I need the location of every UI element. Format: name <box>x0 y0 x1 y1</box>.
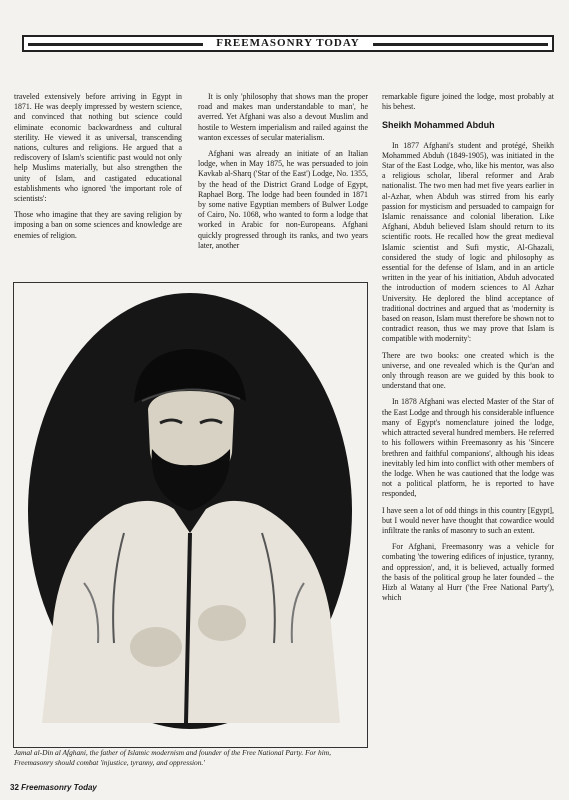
paragraph: For Afghani, Freemasonry was a vehicle for combating 'the towering edifices of injustice, tyranny, and oppression', and, it is believed, actually formed the basis of the political group he later founded – the Hizb al Watany al Hurr ('the Free National Party'), which <box>382 542 554 603</box>
masthead-title <box>24 37 552 50</box>
page-number: 32 <box>10 783 19 792</box>
masthead-bar <box>22 35 554 52</box>
paragraph: remarkable figure joined the lodge, most probably at his behest. <box>382 92 554 112</box>
portrait-illustration <box>14 283 367 747</box>
section-heading: Sheikh Mohammed Abduh <box>382 120 495 131</box>
paragraph: In 1877 Afghani's student and protégé, Sheikh Mohammed Abduh (1849-1905), was initiated in the Star of the East Lodge, who, like his mentor, was also a religious scholar, liberal reformer and Arab nationalist. The two men had met five years earlier in al-Azhar, when Abduh was stirred from his early passion for mysticism and persuaded to campaign for Islamic renaissance and colonial liberation. Like Afghani, Abduh believed Islam should return to its scientific roots. He recalled how the great medieval Islamic scientist and Sufi mystic, Al-Ghazali, considered the study of logic and philosophy as essential for the defense of Islam, and in an article written in the year of his initiation, Abduh advocated the introduction of modern sciences to Al Azhar University. He deplored the blind acceptance of traditional doctrines and argued that as 'modernity is based on reason, Islam must therefore be shown not to contradict reason, thus we may prove that Islam is compatible with modernity': <box>382 140 554 344</box>
paragraph: It is only 'philosophy that shows man the proper road and makes man understandable to man', he averred. Yet Afghani was also a devout Muslim and hostile to Western imperialism and railed against the wanton excesses of secular materialism. <box>198 92 368 142</box>
block-quote: Those who imagine that they are saving religion by imposing a ban on some sciences and knowledge are enemies of religion. <box>14 210 182 240</box>
paragraph: Afghani was already an initiate of an Italian lodge, when in May 1875, he was persuaded to join Kavkab al-Sharq ('Star of the East') Lodge, No. 1355, by the head of the District Grand Lodge of Egypt, Raphael Borg. The lodge had been founded in 1871 by some native Egyptian members of Bulwer Lodge of Cairo, No. 1068, who wanted to form a lodge that worked in Arabic for non-Europeans. Afghani quickly progressed through its ranks, and two years later, another <box>198 149 368 250</box>
paragraph: In 1878 Afghani was elected Master of the Star of the East Lodge and through his considerable influence many of Egypt's nomenclature joined the lodge, which attracted several hundred members. He referred to his followers within Freemasonry as his 'Sincere brethren and faithful companions', although his ideas inevitably led him into conflict with other members of the lodge. When he was cautioned that the lodge was not a political platform, he is reported to have responded, <box>382 397 554 499</box>
paragraph: traveled extensively before arriving in Egypt in 1871. He was deeply impressed by western science, and convinced that nothing but science could eliminate economic backwardness and cultural sterility. He viewed it as universal, transcending nations, cultures and religions. He argued that a rediscovery of Islam's scientific past would not only help Muslims materially, but also strengthen the unity of Islam, and castigated educational establishments who ignored 'the important role of scientists': <box>14 92 182 204</box>
page-footer <box>10 783 97 792</box>
column-right <box>382 92 554 609</box>
block-quote: I have seen a lot of odd things in this country [Egypt], but I would never have thought that cowardice would infiltrate the ranks of masonry to such an extent. <box>382 505 554 535</box>
photo-caption: Jamal al-Din al Afghani, the father of Islamic modernism and founder of the Free National Party. For him, Freemasonry should combat 'injustice, tyranny, and oppression.' <box>14 748 331 767</box>
block-quote: There are two books: one created which is the universe, and one revealed which is the Qur'an and only through reason are we guided by this book to understand that one. <box>382 350 554 391</box>
column-middle <box>198 92 368 257</box>
column-left <box>14 92 182 247</box>
footer-brand: Freemasonry Today <box>21 783 97 792</box>
masthead-title-text: FREEMASONRY TODAY <box>212 37 363 49</box>
portrait-photo <box>13 282 368 748</box>
